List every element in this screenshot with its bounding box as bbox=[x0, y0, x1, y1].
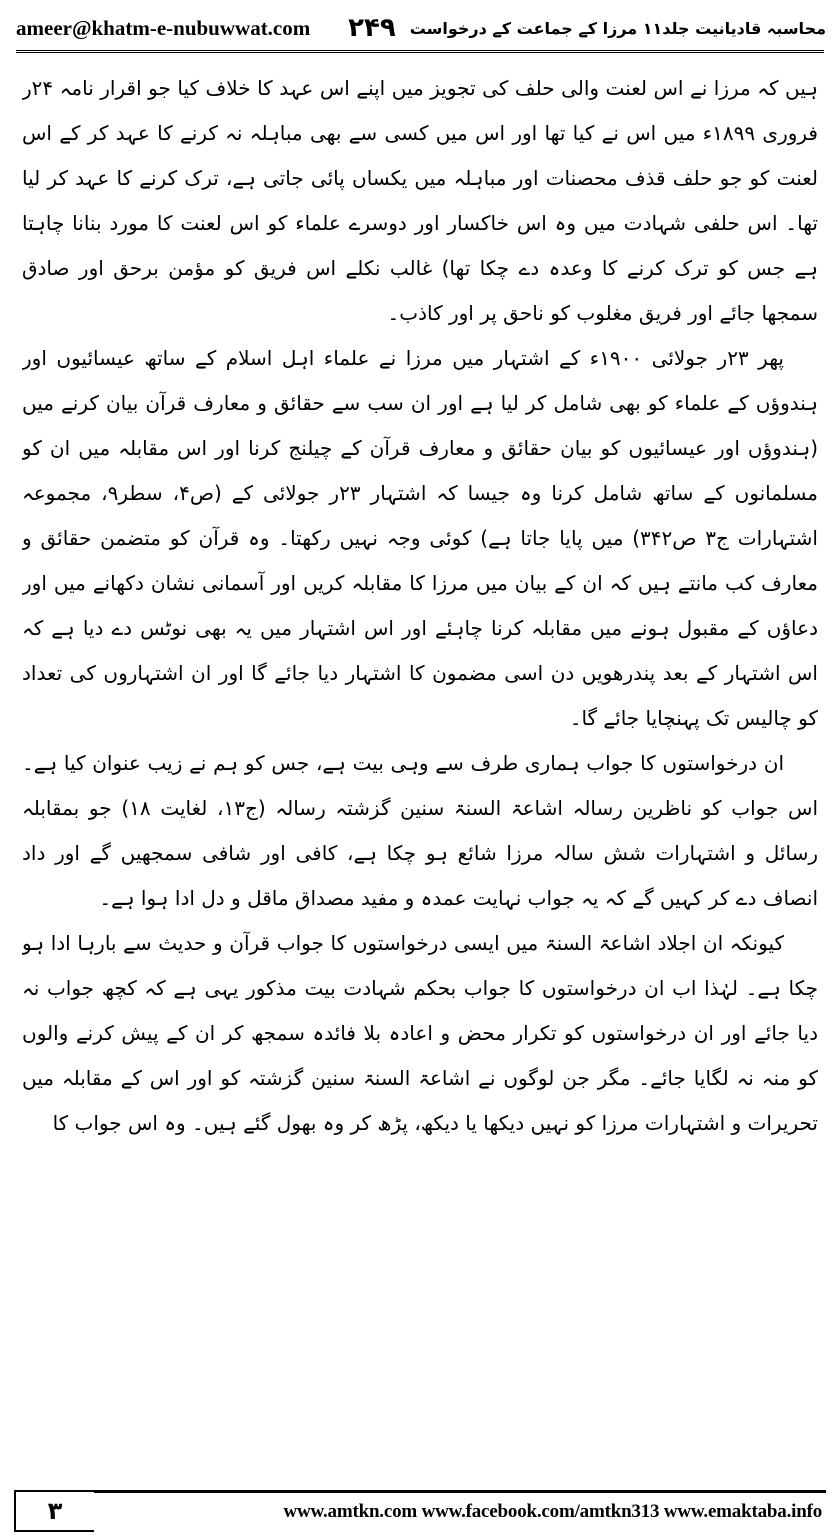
header-divider bbox=[16, 50, 824, 53]
paragraph: ہیں کہ مرزا نے اس لعنت والی حلف کی تجویز میں اپنے اس عہد کا خلاف کیا جو اقرار نامہ ۲۴ر فروری ۱۸۹۹ء میں اس نے کیا تھا اور اس میں کسی سے بھی مباہلہ نہ کرنے کا عہد کر کے اس لعنت کو جو حلف قذف محصنات اور مباہلہ میں یکساں پائی جاتی ہے، ترک کرنے کا عہد کر لیا تھا۔ اس حلفی شہادت میں وہ اس خاکسار اور دوسرے علماء کو اس لعنت کا مورد بنانا چاہتا ہے جس کو ترک کرنے کا وعدہ دے چکا تھا) غالب نکلے اس فریق کو مؤمن برحق اور صادق سمجھا جائے اور فریق مغلوب کو ناحق پر اور کاذب۔ bbox=[22, 76, 818, 325]
paragraph: کیونکہ ان اجلاد اشاعۃ السنۃ میں ایسی درخواستوں کا جواب قرآن و حدیث سے بارہا ادا ہو چکا ہے۔ لہٰذا اب ان درخواستوں کا جواب بحکم شہادت بیت مذکور یہی ہے کہ کچھ جواب نہ دیا جائے اور ان درخواستوں کو تکرار محض و اعادہ بلا فائدہ سمجھ کر ان کے پیش کرنے والوں کو منہ نہ لگایا جائے۔ مگر جن لوگوں نے اشاعۃ السنۃ سنین گزشتہ کو اور اس کے مقابلہ میں تحریرات و اشتہارات مرزا کو نہیں دیکھا یا دیکھ، پڑھ کر وہ بھول گئے ہیں۔ وہ اس جواب کا bbox=[22, 931, 818, 1135]
footer-links-bar bbox=[94, 1490, 826, 1531]
paragraph: پھر ۲۳ر جولائی ۱۹۰۰ء کے اشتہار میں مرزا نے علماء اہل اسلام کے ساتھ عیسائیوں اور ہندوؤں کے علماء کو بھی شامل کر لیا ہے اور ان سب سے حقائق و معارف قرآن بیان کرنے میں (ہندوؤں اور عیسائیوں کو بیان حقائق و معارف قرآن کے چیلنج کرنا اور اس مقابلہ میں ان کو مسلمانوں کے ساتھ شامل کرنا وہ جیسا کہ اشتہار ۲۳ر جولائی کے (ص۴، سطر۹، مجموعہ اشتہارات ج۳ ص۳۴۲) میں پایا جاتا ہے) کوئی وجہ نہیں رکھتا۔ وہ قرآن کو متضمن حقائق و معارف کب مانتے ہیں کہ ان کے بیان میں مرزا کا مقابلہ کریں اور آسمانی نشان دکھانے میں اور دعاؤں کے مقبول ہونے میں مقابلہ کرنا چاہئے اور اس اشتہار میں یہ بھی نوٹس دے دیا ہے کہ اس اشتہار کے بعد پندرھویں دن اسی مضمون کا اشتہار دیا جائے گا اور ان اشتہاروں کی تعداد کو چالیس تک پہنچایا جائے گا۔ bbox=[22, 346, 818, 730]
page-footer bbox=[14, 1480, 826, 1532]
footer-links[interactable]: www.amtkn.com www.facebook.com/amtkn313 www.emaktaba.info bbox=[283, 1501, 822, 1522]
header-right-group bbox=[348, 13, 826, 43]
body-text bbox=[22, 66, 818, 1452]
header-title: محاسبہ قادیانیت جلد۱۱ مرزا کے جماعت کے درخواست bbox=[409, 18, 826, 38]
paragraph: ان درخواستوں کا جواب ہماری طرف سے وہی بیت ہے، جس کو ہم نے زیب عنوان کیا ہے۔ اس جواب کو ناظرین رسالہ اشاعۃ السنۃ سنین گزشتہ رسالہ (ج۱۳، لغایت ۱۸) جو بمقابلہ رسائل و اشتہارات شش سالہ مرزا شائع ہو چکا ہے، کافی اور شافی سمجھیں گے اور داد انصاف دے کر کہیں گے کہ یہ جواب نہایت عمدہ و مفید مصداق ماقل و دل ادا ہوا ہے۔ bbox=[22, 751, 818, 910]
header-email[interactable]: ameer@khatm-e-nubuwwat.com bbox=[16, 15, 311, 40]
header-page-number: ۲۴۹ bbox=[348, 13, 396, 43]
footer-page-number: ۳ bbox=[47, 1497, 63, 1525]
page-header bbox=[16, 8, 826, 48]
footer-page-box bbox=[14, 1490, 94, 1532]
